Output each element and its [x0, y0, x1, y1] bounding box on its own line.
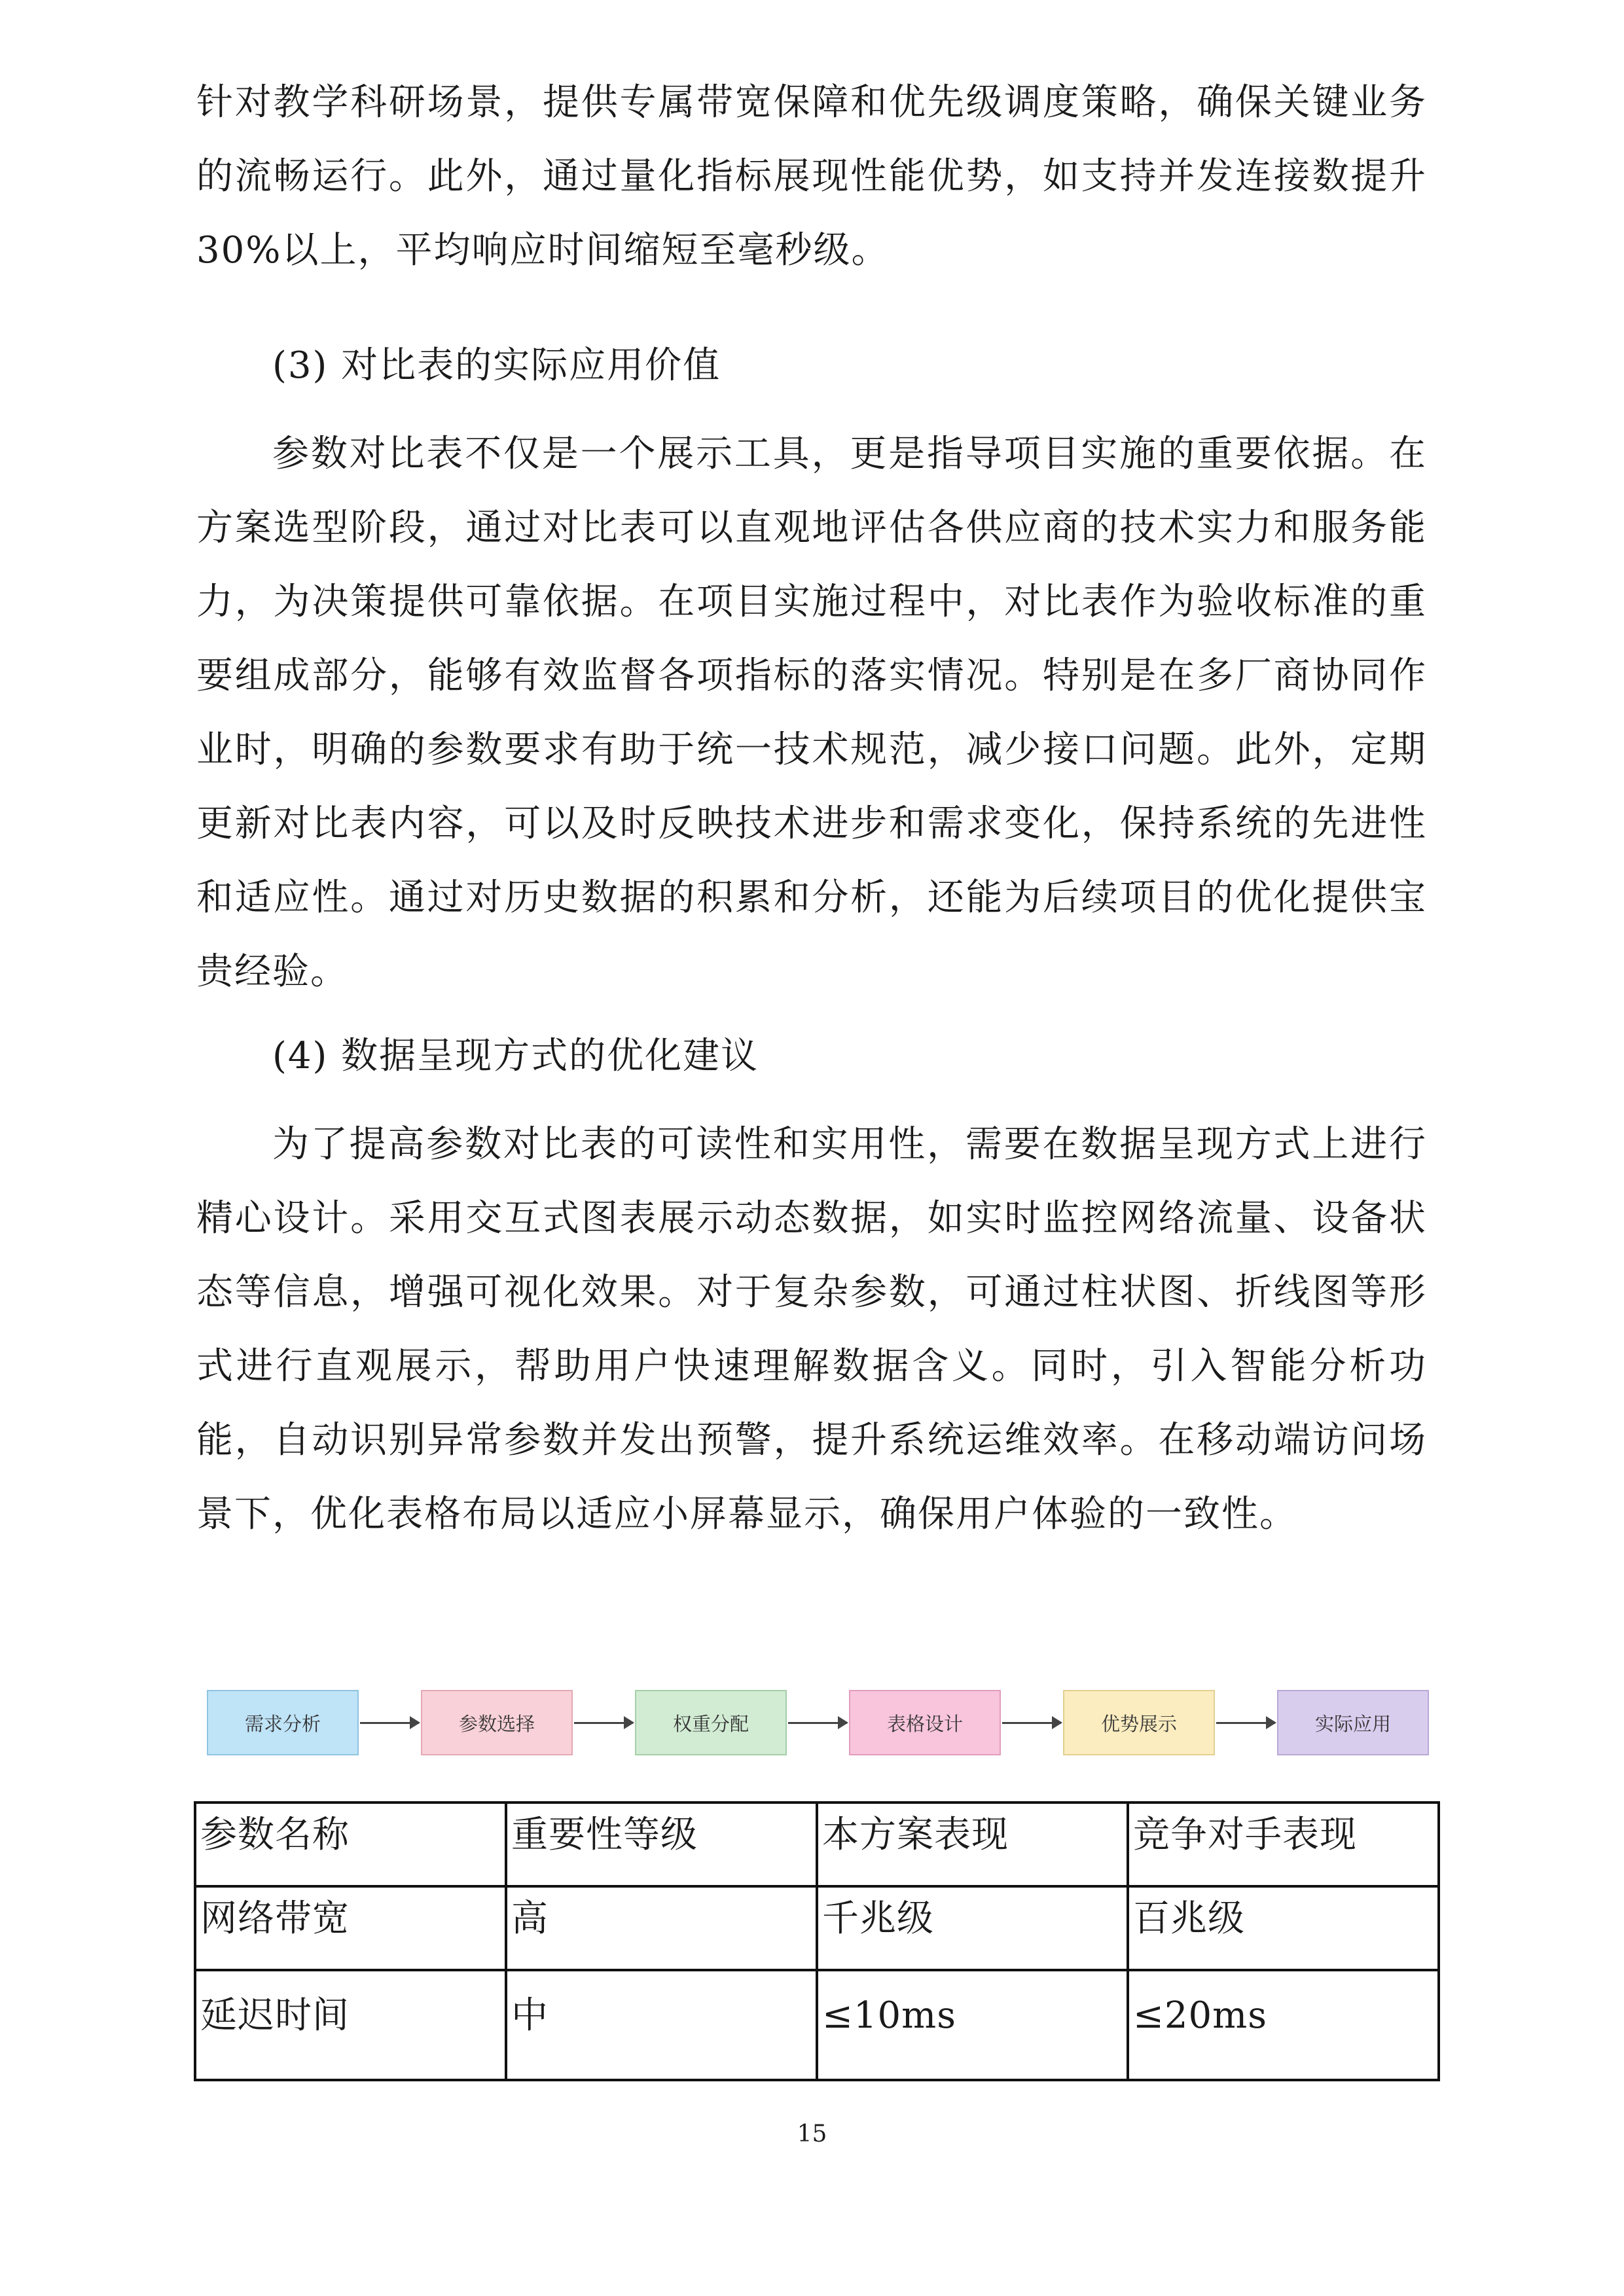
table-row [195, 1970, 1439, 2080]
table-header-cell: 参数名称 [195, 1803, 506, 1886]
paragraph-optimization: 为了提高参数对比表的可读性和实用性，需要在数据呈现方式上进行精心设计。采用交互式图表展示动态数据，如实时监控网络流量、设备状态等信息，增强可视化效果。对于复杂参数，可通过柱状图、折线图等形式进行直观展示，帮助用户快速理解数据含义。同时，引入智能分析功能，自动识别异常参数并发出预警，提升系统运维效率。在移动端访问场景下，优化表格布局以适应小屏幕显示，确保用户体验的一致性。 [196, 1123, 1427, 1535]
flow-step-4 [849, 1690, 1001, 1755]
page-number: 15 [797, 2121, 827, 2147]
flow-step-label: 权重分配 [672, 1712, 749, 1735]
table-header-cell: 重要性等级 [506, 1803, 817, 1886]
flow-step-3 [635, 1690, 787, 1755]
paragraph-intro: 针对教学科研场景，提供专属带宽保障和优先级调度策略，确保关键业务的流畅运行。此外，通过量化指标展现性能优势，如支持并发连接数提升30%以上，平均响应时间缩短至毫秒级。 [196, 81, 1427, 272]
flow-step-2 [421, 1690, 573, 1755]
flow-arrow-icon [1002, 1722, 1061, 1724]
flow-step-5 [1063, 1690, 1215, 1755]
flow-arrow-icon [574, 1722, 633, 1724]
table-cell: ≤10ms [817, 1970, 1128, 2080]
table-cell: 百兆级 [1128, 1886, 1439, 1970]
paragraph-application-value: 参数对比表不仅是一个展示工具，更是指导项目实施的重要依据。在方案选型阶段，通过对比表可以直观地评估各供应商的技术实力和服务能力，为决策提供可靠依据。在项目实施过程中，对比表作为验收标准的重要组成部分，能够有效监督各项指标的落实情况。特别是在多厂商协同作业时，明确的参数要求有助于统一技术规范，减少接口问题。此外，定期更新对比表内容，可以及时反映技术进步和需求变化，保持系统的先进性和适应性。通过对历史数据的积累和分析，还能为后续项目的优化提供宝贵经验。 [196, 433, 1427, 993]
flow-step-6 [1277, 1690, 1429, 1755]
table-cell: 延迟时间 [195, 1970, 506, 2080]
flow-step-label: 优势展示 [1100, 1712, 1177, 1735]
flow-step-label: 表格设计 [886, 1712, 963, 1735]
section-heading-4: (4) 数据呈现方式的优化建议 [272, 1035, 759, 1077]
flow-arrow-icon [1216, 1722, 1275, 1724]
parameter-comparison-table [194, 1801, 1440, 2081]
table-header-cell: 本方案表现 [817, 1803, 1128, 1886]
table-cell: 网络带宽 [195, 1886, 506, 1970]
section-heading-3: (3) 对比表的实际应用价值 [272, 344, 721, 387]
table-row [195, 1886, 1439, 1970]
flow-step-label: 实际应用 [1314, 1712, 1391, 1735]
flow-step-1 [207, 1690, 359, 1755]
flow-arrow-icon [788, 1722, 847, 1724]
table-header-cell: 竞争对手表现 [1128, 1803, 1439, 1886]
table-cell: 中 [506, 1970, 817, 2080]
flow-step-label: 需求分析 [244, 1712, 321, 1735]
flow-step-label: 参数选择 [458, 1712, 535, 1735]
process-flow-diagram [207, 1690, 1430, 1757]
flow-arrow-icon [360, 1722, 419, 1724]
table-header-row [195, 1803, 1439, 1886]
table-cell: 高 [506, 1886, 817, 1970]
table-cell: ≤20ms [1128, 1970, 1439, 2080]
table-cell: 千兆级 [817, 1886, 1128, 1970]
